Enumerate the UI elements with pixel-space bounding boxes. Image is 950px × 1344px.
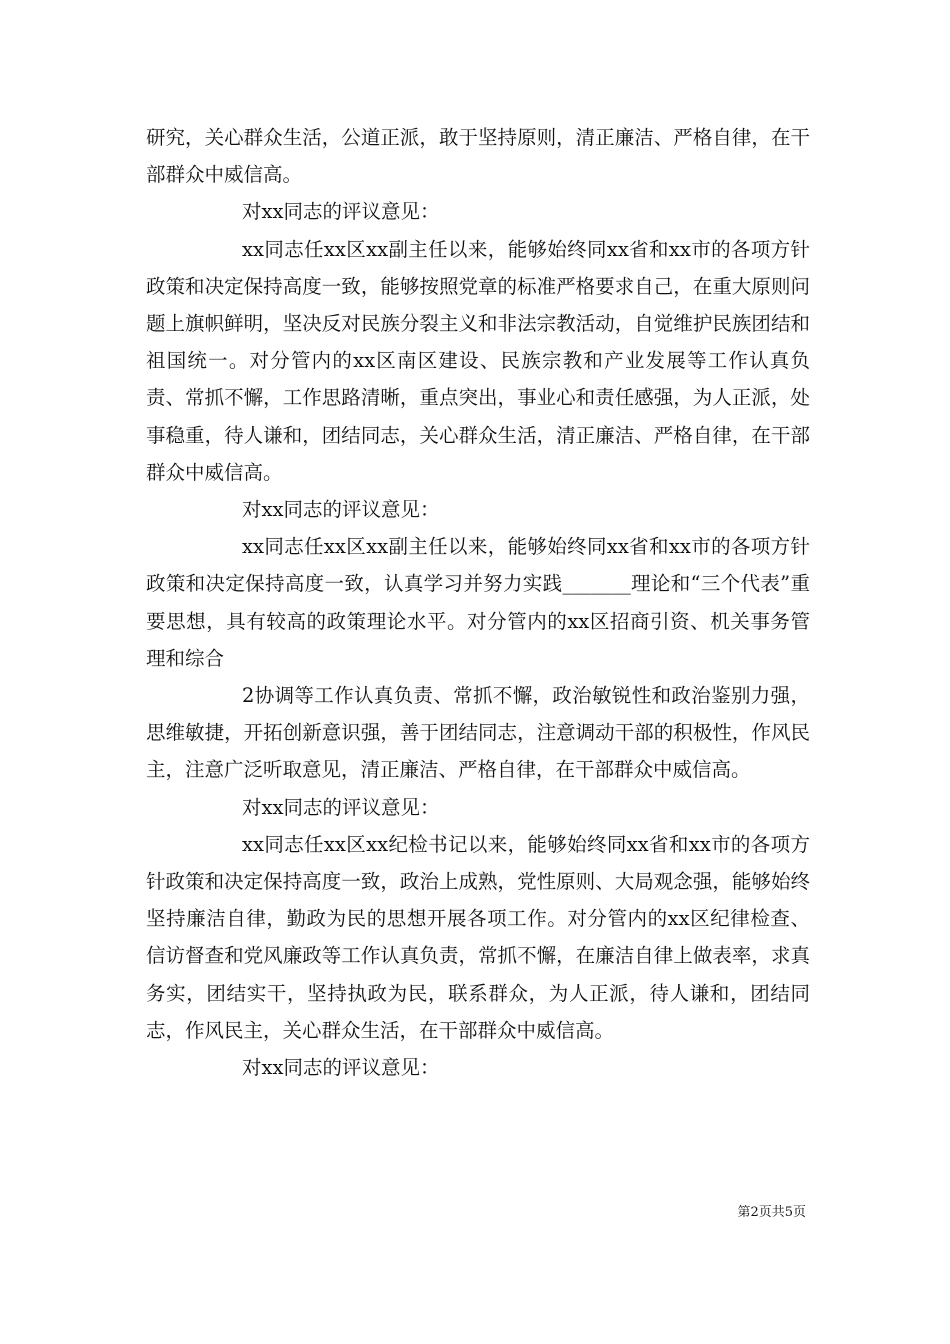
page-number: 第2页共5页 (737, 1205, 806, 1220)
paragraph-3: xx同志任xx区xx副主任以来，能够始终同xx省和xx市的各项方针政策和决定保持高度一致，能够按照党章的标准严格要求自己，在重大原则问题上旗帜鲜明，坚决反对民族分裂主义和非法宗教活动，自觉维护民族团结和祖国统一。对分管内的xx区南区建设、民族宗教和产业发展等工作认真负责、常抓不懈，工作思路清晰，重点突出，事业心和责任感强，为人正派，处事稳重，待人谦和，团结同志，关心群众生活，清正廉洁、严格自律，在干部群众中威信高。 (146, 237, 810, 484)
paragraph-8: xx同志任xx区xx纪检书记以来，能够始终同xx省和xx市的各项方针政策和决定保持高度一致，政治上成熟，党性原则、大局观念强，能够始终坚持廉洁自律，勤政为民的思想开展各项工作。对分管内的xx区纪律检查、信访督查和党风廉政等工作认真负责，常抓不懈，在廉洁自律上做表率，求真务实，团结实干，坚持执政为民，联系群众，为人正派，待人谦和，团结同志，作风民主，关心群众生活，在干部群众中威信高。 (146, 832, 810, 1042)
paragraph-4-heading: 对xx同志的评议意见： (242, 498, 440, 522)
paragraph-6: 2协调等工作认真负责、常抓不懈，政治敏锐性和政治鉴别力强，思维敏捷，开拓创新意识强，善于团结同志，注意调动干部的积极性，作风民主，注意广泛听取意见，清正廉洁、严格自律，在干部群众中威信高。 (146, 684, 810, 782)
paragraph-5: xx同志任xx区xx副主任以来，能够始终同xx省和xx市的各项方针政策和决定保持高度一致，认真学习并努力实践_______理论和“三个代表”重要思想，具有较高的政策理论水平。对分管内的xx区招商引资、机关事务管理和综合 (146, 535, 810, 670)
paragraph-2-heading: 对xx同志的评议意见： (242, 200, 440, 224)
paragraph-9-heading: 对xx同志的评议意见： (242, 1056, 440, 1080)
document-body (146, 119, 810, 1086)
paragraph-7-heading: 对xx同志的评议意见： (242, 795, 440, 819)
paragraph-1: 研究，关心群众生活，公道正派，敢于坚持原则，清正廉洁、严格自律，在干部群众中威信高。 (146, 126, 810, 187)
